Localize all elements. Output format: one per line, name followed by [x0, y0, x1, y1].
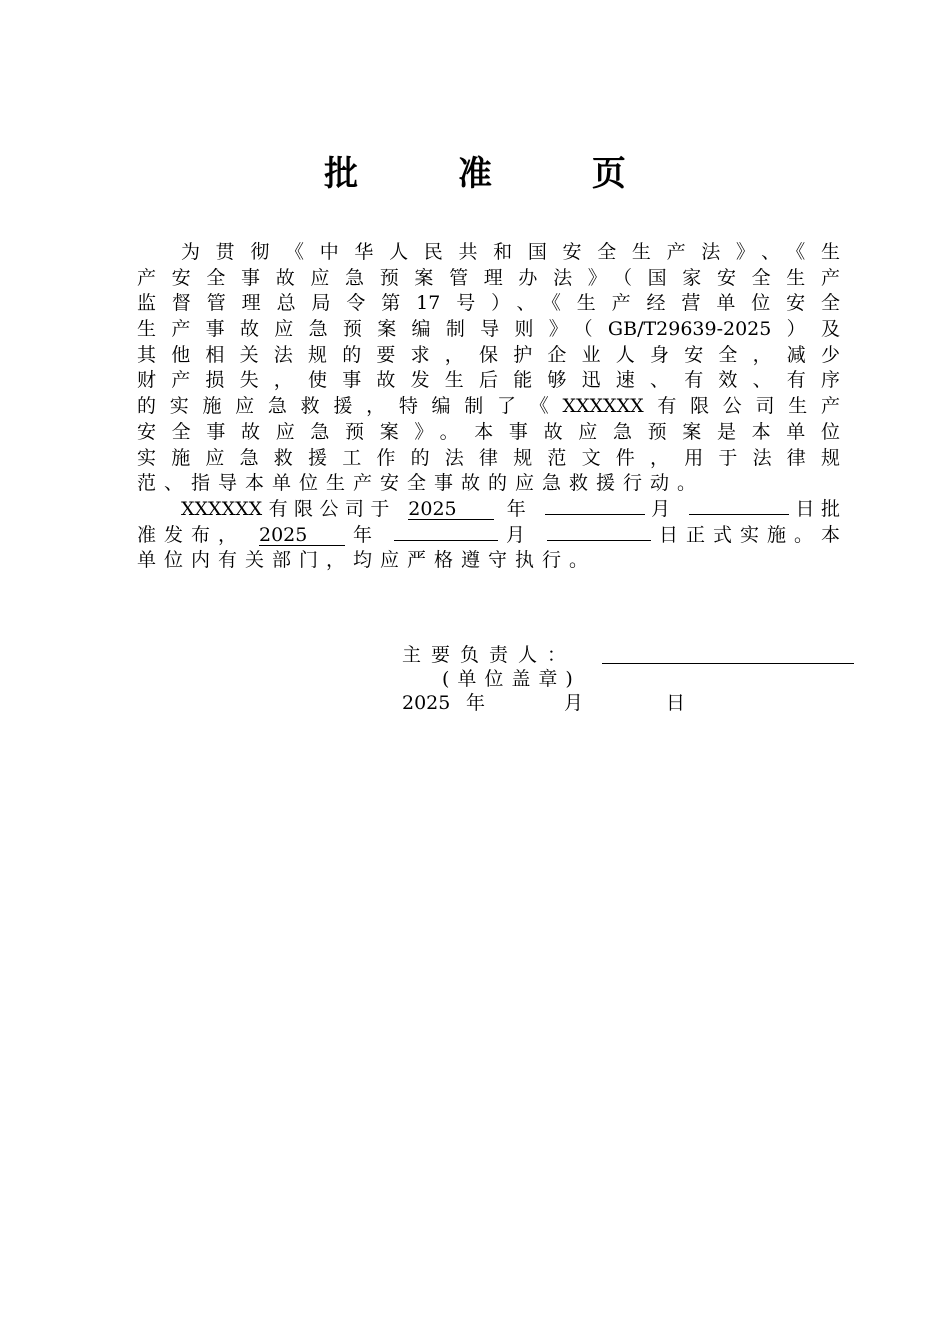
effective-text: 日正式实施。本: [651, 523, 840, 546]
paragraph2-line-3: 单位内有关部门，均应严格遵守执行。: [137, 549, 597, 572]
page-title: 批 准 页: [324, 154, 670, 194]
signature-row: [402, 643, 862, 667]
paragraph1-line: 财产损失，使事故发生后能够迅速、有效、有序: [137, 369, 840, 392]
paragraph1-line: 范、指导本单位生产安全事故的应急救援行动。: [137, 472, 705, 495]
signature-line[interactable]: [602, 663, 854, 664]
paragraph1-line: 生产事故应急预案编制导则》（GB/T29639-2025）及: [137, 318, 840, 341]
paragraph1-line: 为贯彻《中华人民共和国安全生产法》、《生: [181, 241, 840, 263]
paragraph1-line: 其他相关法规的要求，保护企业人身安全，减少: [137, 343, 840, 366]
year-char: 年: [506, 497, 533, 520]
signature-label: 主要负责人：: [402, 644, 577, 666]
approve-day-blank: [689, 514, 789, 515]
paragraph1-line: 产安全事故应急预案管理办法》（国家安全生产: [137, 266, 840, 289]
month-char: 月: [498, 523, 533, 546]
paragraph1-line: 监督管理总局令第17号）、《生产经营单位安全: [137, 292, 840, 315]
paragraph2-line-2: [137, 523, 840, 549]
day-char: 日批: [789, 497, 840, 520]
signature-month-char: 月: [564, 692, 584, 714]
company-name: XXXXXX有限公司于: [181, 497, 396, 520]
paragraph1-line: 安全事故应急预案》。本事故应急预案是本单位: [137, 420, 840, 443]
effective-year-blank: 2025: [259, 525, 345, 546]
paragraph1-line: 实施应急救援工作的法律规范文件，用于法律规: [137, 446, 840, 469]
approve-month-blank: [545, 514, 645, 515]
year-char: 年: [345, 523, 380, 546]
stamp-row: [402, 667, 862, 691]
signature-block: [402, 643, 862, 715]
paragraph2-line-1: [137, 497, 840, 523]
signature-date-row: [402, 691, 862, 715]
stamp-label: (单位盖章): [442, 668, 581, 690]
effective-month-blank: [394, 540, 498, 541]
signature-year-char: 年: [466, 692, 486, 714]
signature-year: 2025: [402, 692, 451, 714]
signature-day-char: 日: [666, 692, 686, 714]
month-char: 月: [644, 497, 677, 520]
publish-text: 准发布，: [137, 523, 245, 546]
effective-day-blank: [547, 540, 651, 541]
approve-year-blank: 2025: [408, 499, 494, 520]
approval-body: [137, 240, 840, 574]
paragraph1-line: 的实施应急救援，特编制了《XXXXXX有限公司生产: [137, 395, 840, 418]
